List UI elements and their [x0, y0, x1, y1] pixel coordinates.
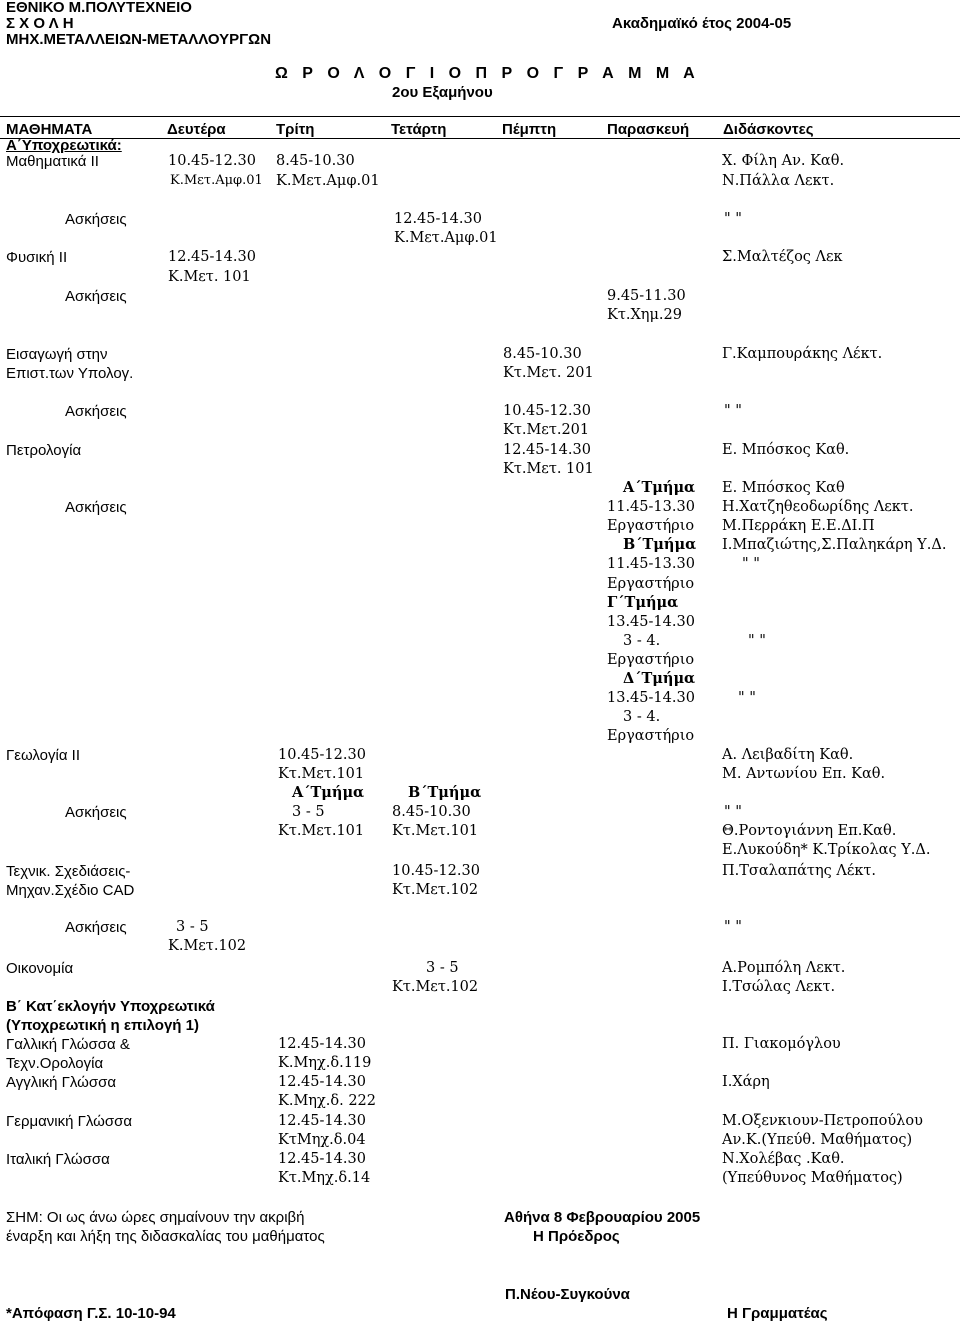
footer-date: Αθήνα 8 Φεβρουαρίου 2005 [504, 1209, 701, 1226]
semester-label: 2ου Εξαμήνου [392, 84, 493, 101]
course-drawing-2: Μηχαν.Σχέδιο CAD [6, 882, 135, 899]
economics-wed-room: Κτ.Μετ.102 [392, 979, 479, 995]
drawing-wed-time: 10.45-12.30 [392, 863, 480, 879]
petrology-fri-line: 3 - 4. [623, 633, 661, 649]
course-petrology: Πετρολογία [6, 442, 82, 459]
col-friday: Παρασκευή [607, 121, 690, 138]
course-french-2: Τεχν.Ορολογία [6, 1055, 104, 1072]
course-math: Μαθηματικά ΙΙ [6, 153, 99, 170]
french-room: Κ.Μηχ.δ.119 [278, 1055, 372, 1071]
petrology-exercises-label: Ασκήσεις [65, 499, 127, 516]
petrology-fri-line: Εργαστήριο [607, 728, 695, 744]
petrology-ex-teacher: " " [742, 556, 760, 572]
footer-note-1: ΣΗΜ: Οι ως άνω ώρες σημαίνουν την ακριβή [6, 1209, 305, 1226]
header-rule-top [0, 116, 960, 117]
petrology-fri-line: 11.45-13.30 [607, 556, 695, 572]
petrology-ex-teacher: Ι.Μπαζιώτης,Σ.Παληκάρη Υ.Δ. [722, 537, 947, 553]
section-b-note: (Υποχρεωτική η επιλογή 1) [6, 1017, 199, 1034]
physics-ex-room: Κτ.Χημ.29 [607, 307, 682, 323]
petrology-fri-line: Α΄Τμήμα [623, 479, 696, 496]
petrology-fri-line: 13.45-14.30 [607, 614, 695, 630]
course-geology: Γεωλογία ΙΙ [6, 747, 80, 764]
intro-cs-ex-teacher: " " [724, 403, 742, 419]
physics-ex-time: 9.45-11.30 [607, 288, 686, 304]
section-a-heading: Α΄Υποχρεωτικά: [6, 137, 122, 154]
economics-wed-time: 3 - 5 [426, 960, 459, 976]
drawing-ex-room: Κ.Μετ.102 [168, 938, 247, 954]
math-mon-room: Κ.Μετ.Αμφ.01 [170, 173, 263, 188]
footer-signer: Π.Νέου-Συγκούνα [505, 1286, 630, 1303]
drawing-wed-room: Κτ.Μετ.102 [392, 882, 479, 898]
col-teachers: Διδάσκοντες [723, 121, 814, 138]
german-time: 12.45-14.30 [278, 1113, 366, 1129]
math-tue-time: 8.45-10.30 [276, 153, 355, 169]
geology-teacher-5: Ε.Λυκούδη* Κ.Τρίκολας Υ.Δ. [722, 842, 931, 858]
department-name: ΜΗΧ.ΜΕΤΑΛΛΕΙΩΝ-ΜΕΤΑΛΛΟΥΡΓΩΝ [6, 31, 272, 48]
footer-chair: Η Πρόεδρος [533, 1228, 620, 1245]
drawing-ex-teacher: " " [724, 919, 742, 935]
geology-wed-section: Β΄Τμήμα [408, 784, 482, 801]
french-time: 12.45-14.30 [278, 1036, 366, 1052]
school-name: ΕΘΝΙΚΟ Μ.ΠΟΛΥΤΕΧΝΕΙΟ [6, 0, 192, 16]
math-teacher-2: Ν.Πάλλα Λεκτ. [722, 173, 835, 189]
german-teacher-1: Μ.Οξενκιουν-Πετροπούλου [722, 1113, 923, 1129]
petrology-ex-teacher: Η.Χατζηθεοδωρίδης Λεκτ. [722, 499, 914, 515]
intro-cs-thu-room: Κτ.Μετ. 201 [503, 365, 594, 381]
petrology-fri-line: Εργαστήριο [607, 518, 695, 534]
academic-year: Ακαδημαϊκό έτος 2004-05 [612, 15, 792, 32]
course-french-1: Γαλλική Γλώσσα & [6, 1036, 130, 1053]
italian-time: 12.45-14.30 [278, 1151, 366, 1167]
math-ex-time: 12.45-14.30 [394, 211, 482, 227]
school-label: Σ Χ Ο Λ Η [6, 15, 74, 32]
petrology-fri-line: 11.45-13.30 [607, 499, 695, 515]
physics-mon-room: Κ.Μετ. 101 [168, 269, 251, 285]
col-courses: ΜΑΘΗΜΑΤΑ [6, 121, 93, 138]
english-teacher: Ι.Χάρη [722, 1074, 770, 1090]
course-intro-cs-2: Επιστ.των Υπολογ. [6, 365, 134, 382]
col-monday: Δευτέρα [167, 121, 226, 138]
petrology-ex-teacher: Ε. Μπόσκος Καθ [722, 480, 845, 496]
footer-note-2: έναρξη και λήξη της διδασκαλίας του μαθήματος [6, 1228, 325, 1245]
geology-teacher-2: Μ. Αντωνίου Επ. Καθ. [722, 766, 886, 782]
petrology-fri-line: 3 - 4. [623, 709, 661, 725]
footer-secretary: Η Γραμματέας [727, 1305, 828, 1322]
german-room: ΚτΜηχ.δ.04 [278, 1132, 366, 1148]
english-room: Κ.Μηχ.δ. 222 [278, 1093, 376, 1109]
course-economics: Οικονομία [6, 960, 74, 977]
math-mon-time: 10.45-12.30 [168, 153, 256, 169]
geology-teacher-4: Θ.Ροντογιάννη Επ.Καθ. [722, 823, 897, 839]
geology-exercises-label: Ασκήσεις [65, 804, 127, 821]
economics-teacher-2: Ι.Τσώλας Λεκτ. [722, 979, 836, 995]
col-tuesday: Τρίτη [276, 121, 315, 138]
english-time: 12.45-14.30 [278, 1074, 366, 1090]
page-title: Ω Ρ Ο Λ Ο Γ Ι Ο Π Ρ Ο Γ Ρ Α Μ Μ Α [275, 65, 700, 82]
course-english: Αγγλική Γλώσσα [6, 1074, 117, 1091]
petrology-fri-line: Δ΄Τμήμα [623, 670, 696, 687]
drawing-exercises-label: Ασκήσεις [65, 919, 127, 936]
geology-teacher-3: " " [724, 804, 742, 820]
petrology-fri-line: Εργαστήριο [607, 652, 695, 668]
section-b-heading: Β΄ Κατ΄εκλογήν Υποχρεωτικά [6, 998, 215, 1015]
intro-cs-thu-time: 8.45-10.30 [503, 346, 582, 362]
geology-tue-time: 10.45-12.30 [278, 747, 366, 763]
petrology-teacher: Ε. Μπόσκος Καθ. [722, 442, 850, 458]
math-teacher-1: Χ. Φίλη Αν. Καθ. [722, 153, 845, 169]
geology-tue-ex-time: 3 - 5 [292, 804, 325, 820]
french-teacher: Π. Γιακομόγλου [722, 1036, 841, 1052]
petrology-ex-teacher: " " [748, 633, 766, 649]
petrology-fri-line: 13.45-14.30 [607, 690, 695, 706]
geology-wed-ex-time: 8.45-10.30 [392, 804, 471, 820]
math-tue-room: Κ.Μετ.Αμφ.01 [276, 173, 380, 189]
physics-teacher: Σ.Μαλτέζος Λεκ [722, 249, 843, 265]
math-ex-teacher: " " [724, 211, 742, 227]
intro-cs-ex-room: Κτ.Μετ.201 [503, 422, 590, 438]
intro-cs-exercises-label: Ασκήσεις [65, 403, 127, 420]
geology-tue-room: Κτ.Μετ.101 [278, 766, 365, 782]
economics-teacher-1: Α.Ρομπόλη Λεκτ. [722, 960, 846, 976]
drawing-teacher: Π.Τσαλαπάτης Λέκτ. [722, 863, 877, 879]
italian-room: Κτ.Μηχ.δ.14 [278, 1170, 371, 1186]
italian-teacher-2: (Υπεύθυνος Μαθήματος) [722, 1170, 903, 1186]
petrology-fri-line: Εργαστήριο [607, 576, 695, 592]
geology-tue-section: Α΄Τμήμα [292, 784, 365, 801]
petrology-ex-teacher: Μ.Περράκη Ε.Ε.ΔΙ.Π [722, 518, 875, 534]
intro-cs-teacher: Γ.Καμπουράκης Λέκτ. [722, 346, 883, 362]
course-drawing-1: Τεχνικ. Σχεδιάσεις- [6, 863, 131, 880]
italian-teacher-1: Ν.Χολέβας .Καθ. [722, 1151, 845, 1167]
petrology-ex-teacher: " " [738, 690, 756, 706]
course-italian: Ιταλική Γλώσσα [6, 1151, 110, 1168]
german-teacher-2: Αν.Κ.(Υπεύθ. Μαθήματος) [722, 1132, 913, 1148]
drawing-ex-time: 3 - 5 [176, 919, 209, 935]
footer-decision: *Απόφαση Γ.Σ. 10-10-94 [6, 1305, 176, 1322]
course-physics: Φυσική ΙΙ [6, 249, 68, 266]
math-ex-room: Κ.Μετ.Αμφ.01 [394, 230, 498, 246]
petrology-fri-line: Γ΄Τμήμα [607, 594, 679, 611]
physics-mon-time: 12.45-14.30 [168, 249, 256, 265]
math-exercises-label: Ασκήσεις [65, 211, 127, 228]
course-german: Γερμανική Γλώσσα [6, 1113, 133, 1130]
petrology-thu-time: 12.45-14.30 [503, 442, 591, 458]
header-rule-bottom [0, 138, 960, 139]
course-intro-cs-1: Εισαγωγή στην [6, 346, 108, 363]
petrology-thu-room: Κτ.Μετ. 101 [503, 461, 594, 477]
petrology-fri-line: Β΄Τμήμα [623, 536, 697, 553]
col-wednesday: Τετάρτη [391, 121, 447, 138]
geology-teacher-1: Α. Λειβαδίτη Καθ. [722, 747, 854, 763]
geology-wed-ex-room: Κτ.Μετ.101 [392, 823, 479, 839]
physics-exercises-label: Ασκήσεις [65, 288, 127, 305]
geology-tue-ex-room: Κτ.Μετ.101 [278, 823, 365, 839]
intro-cs-ex-time: 10.45-12.30 [503, 403, 591, 419]
col-thursday: Πέμπτη [502, 121, 557, 138]
